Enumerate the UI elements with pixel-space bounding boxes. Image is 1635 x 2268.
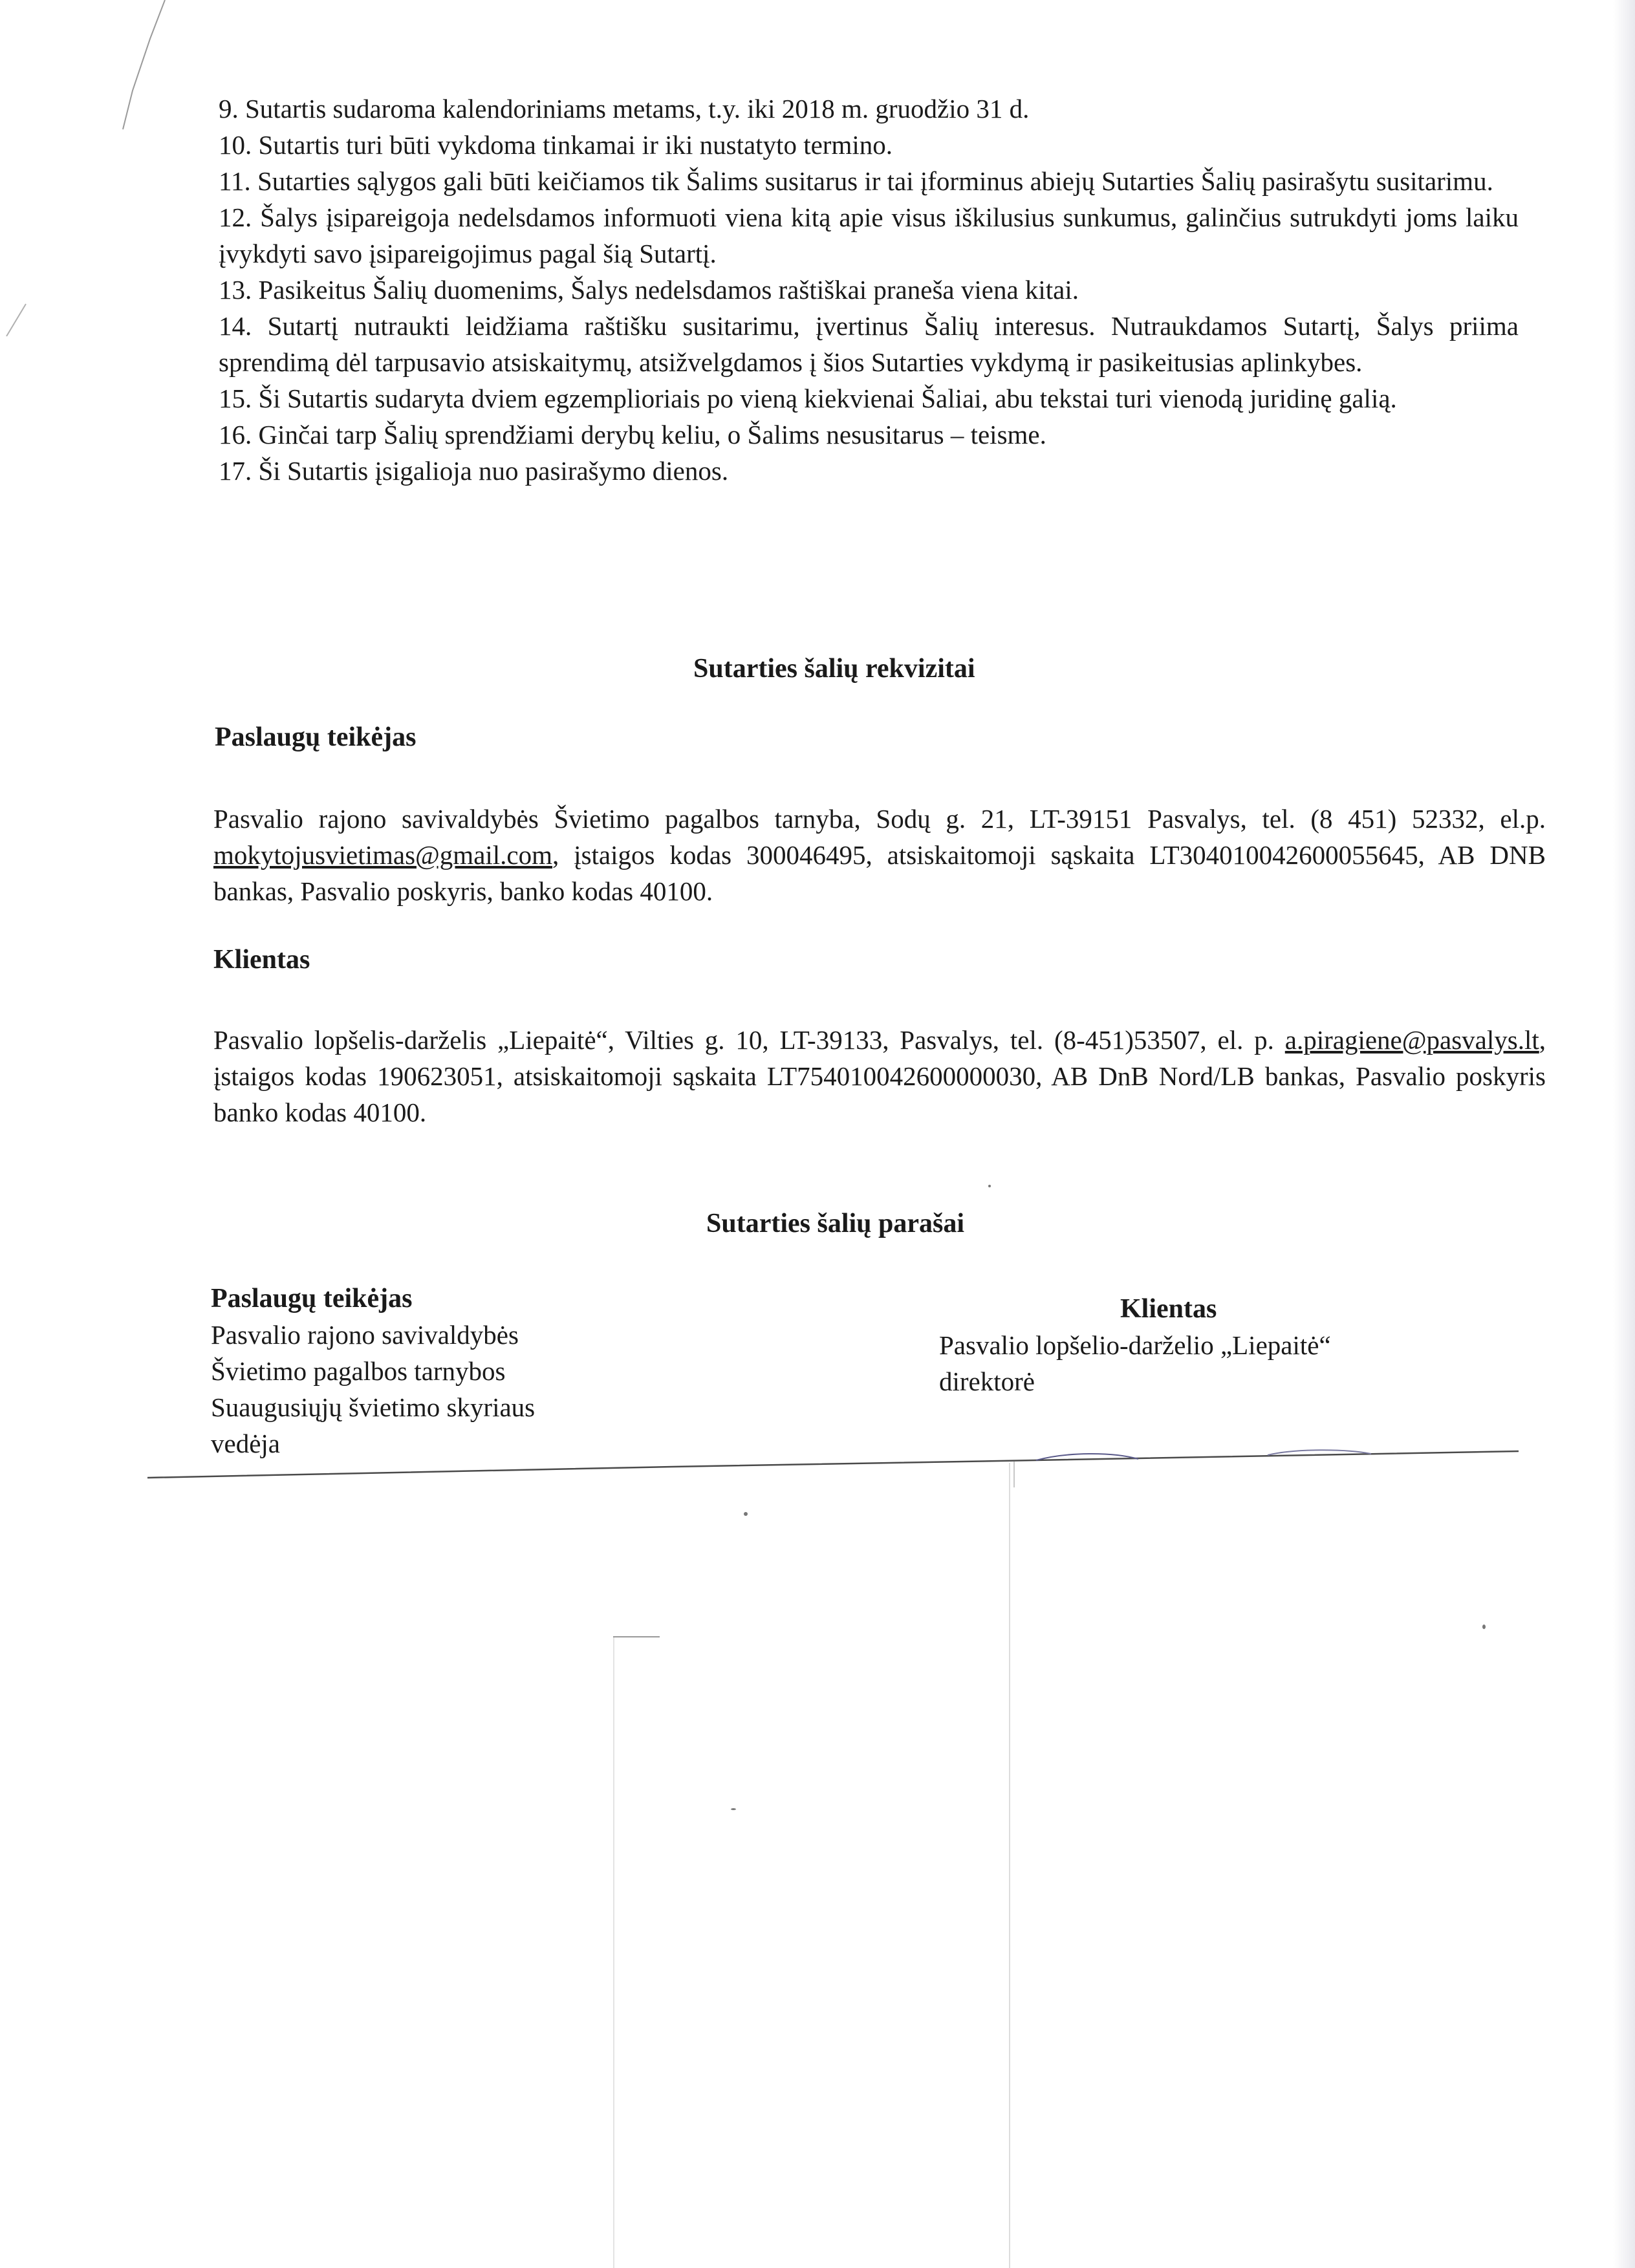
clause-16: 16. Ginčai tarp Šalių sprendžiami derybų keliu, o Šalims nesusitarus – teisme. — [219, 420, 1046, 449]
clause-14: 14. Sutartį nutraukti leidžiama raštišku susitarimu, įvertinus Šalių interesus. Nutraukdamos Sutartį, Šalys priima sprendimą dėl tarpusavio atsiskaitymų, atsižvelgdamos į šios Sutarties vykdymą ir pasikeitusias aplinkybes. — [219, 311, 1519, 377]
provider-signature-line-1: Pasvalio rajono savivaldybės — [211, 1320, 519, 1350]
provider-requisites-text-1: Pasvalio rajono savivaldybės Švietimo pagalbos tarnyba, Sodų g. 21, LT-39151 Pasvalys, tel. (8 451) 52332, el.p. — [213, 804, 1546, 834]
scan-fold-mark — [0, 0, 168, 336]
client-email-link[interactable]: a.piragiene@pasvalys.lt — [1284, 1025, 1539, 1055]
provider-requisites — [213, 801, 1546, 909]
client-requisites-text-1: Pasvalio lopšelis-darželis „Liepaitė“, Vilties g. 10, LT-39133, Pasvalys, tel. (8-451)53507, el. p. — [213, 1025, 1285, 1055]
client-requisites — [213, 1022, 1546, 1130]
clause-9: 9. Sutartis sudaroma kalendoriniams metams, t.y. iki 2018 m. gruodžio 31 d. — [219, 94, 1030, 124]
scan-speck-2 — [731, 1808, 736, 1810]
clause-12: 12. Šalys įsipareigoja nedelsdamos informuoti viena kitą apie visus iškilusius sunkumus, galinčius sutrukdyti joms laiku įvykdyti savo įsipareigojimus pagal šią Sutartį. — [219, 202, 1519, 268]
clause-10: 10. Sutartis turi būti vykdoma tinkamai ir iki nustatyto termino. — [219, 130, 893, 160]
clause-15: 15. Ši Sutartis sudaryta dviem egzemplioriais po vieną kiekvienai Šaliai, abu tekstai turi vienodą juridinę galią. — [219, 383, 1397, 413]
client-label: Klientas — [213, 945, 310, 975]
provider-signature-line-3: Suaugusiųjų švietimo skyriaus — [211, 1392, 536, 1422]
client-signature-line-2: direktorė — [939, 1366, 1035, 1396]
scan-sheet-edge-2 — [613, 1637, 614, 2268]
client-requisites-text-2: , įstaigos kodas 190623051, atsiskaitomoji sąskaita LT754010042600000030, AB DnB Nord/LB bankas, Pasvalio poskyris banko kodas 40100. — [213, 1025, 1546, 1127]
provider-signature-line-2: Švietimo pagalbos tarnybos — [211, 1356, 506, 1386]
clause-13: 13. Pasikeitus Šalių duomenims, Šalys nedelsdamos raštiškai praneša viena kitai. — [219, 275, 1079, 305]
provider-requisites-text-2: , įstaigos kodas 300046495, atsiskaitomoji sąskaita LT304010042600055645, AB DNB bankas, Pasvalio poskyris, banko kodas 40100. — [213, 840, 1546, 906]
client-signature-line-1: Pasvalio lopšelio-darželio „Liepaitė“ — [939, 1330, 1331, 1360]
scan-mark-1 — [613, 1636, 660, 1637]
contract-clauses — [219, 91, 1519, 489]
provider-signature-line-4: vedėja — [211, 1429, 280, 1458]
provider-signature-label: Paslaugų teikėjas — [211, 1284, 413, 1313]
client-signature-block — [939, 1291, 1331, 1399]
signatures-title: Sutarties šalių parašai — [706, 1209, 965, 1238]
provider-email-link[interactable]: mokytojusvietimas@gmail.com — [213, 840, 553, 870]
requisites-title: Sutarties šalių rekvizitai — [693, 654, 975, 684]
scan-paste-edge — [0, 1397, 1635, 1487]
clause-17: 17. Ši Sutartis įsigalioja nuo pasirašymo dienos. — [219, 456, 729, 486]
page-edge-shadow — [1613, 0, 1635, 2268]
scan-speck-3 — [1482, 1625, 1486, 1629]
provider-label: Paslaugų teikėjas — [215, 722, 417, 752]
scan-sheet-edge — [1009, 1463, 1010, 2268]
clause-11: 11. Sutarties sąlygos gali būti keičiamos tik Šalims susitarus ir tai įforminus abiejų Sutarties Šalių pasirašytu susitarimu. — [219, 166, 1493, 196]
client-signature-label: Klientas — [1120, 1294, 1217, 1324]
scan-speck-1 — [744, 1512, 748, 1516]
scan-speck-4 — [988, 1185, 991, 1187]
